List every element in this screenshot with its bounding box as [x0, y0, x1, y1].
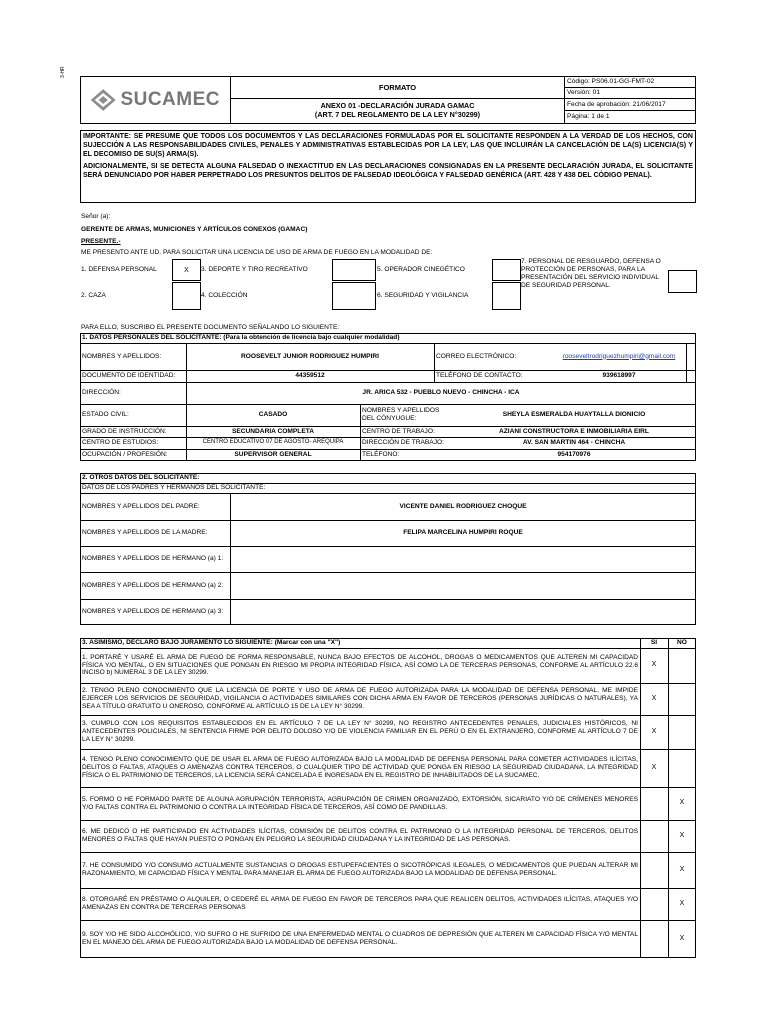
- declaration-1-text: 1. PORTARÉ Y USARÉ EL ARMA DE FUEGO DE FORMA RESPONSABLE, NUNCA BAJO EFECTOS DE ALCOHOL, DROGAS O MEDICAMENTOS QUE ALTEREN MI CAPACIDAD FÍSICA Y/O MENTAL, O EN SITUACIONES QUE PONGAN EN RIESGO MI PROPIA INTEGRIDAD FÍSICA, ASÍ COMO LA DE TERCERAS PERSONAS, CONFORME AL ARTÍCULO 22.6 INCISO b) NUMERAL 3 DE LA LEY 30299.: [82, 653, 638, 677]
- section3-title: 3. ASIMISMO, DECLARO BAJO JURAMENTO LO SIGUIENTE: (Marcar con una "X"): [82, 639, 341, 647]
- modalidad-3-label: 3. DEPORTE Y TIRO RECREATIVO: [201, 266, 308, 273]
- declaration-5-si[interactable]: [640, 787, 668, 820]
- section1-title: 1. DATOS PERSONALES DEL SOLICITANTE: (Para la obtención de licencia bajo cualquier modalidad): [82, 334, 400, 342]
- modalidad-6-checkbox[interactable]: [492, 282, 521, 310]
- declaration-9-no[interactable]: X: [679, 934, 685, 942]
- sucamec-logo: [90, 84, 220, 116]
- section2-title: 2. OTROS DATOS DEL SOLICITANTE:: [82, 474, 200, 482]
- modalidad-2-label: 2. CAZA: [81, 292, 106, 299]
- tel-contacto-value[interactable]: 939618997: [602, 372, 636, 380]
- pagina-text: Página: 1 de 1: [567, 113, 610, 121]
- doc-value[interactable]: 44359512: [295, 372, 325, 380]
- modalidad-1-mark: X: [184, 266, 189, 274]
- declaration-8-no[interactable]: X: [679, 899, 685, 907]
- direccion-label: DIRECCIÓN:: [82, 389, 121, 397]
- modalidad-7-checkbox[interactable]: [668, 270, 697, 293]
- conyuge-value[interactable]: SHEYLA ESMERALDA HUAYTALLA DIONICIO: [502, 411, 646, 419]
- conyuge-label: NOMBRES Y APELLIDOS DEL CÓNYUGUE:: [362, 407, 440, 422]
- declaration-7-si[interactable]: [640, 852, 668, 888]
- modalidad-4-checkbox[interactable]: [332, 282, 376, 310]
- hermano2-label: NOMBRES Y APELLIDOS DE HERMANO (a) 2:: [82, 581, 224, 589]
- si-header: SI: [650, 639, 658, 647]
- modalidad-1-label: 1. DEFENSA PERSONAL: [81, 266, 157, 273]
- declaration-9-text: 9. SOY Y/O HE SIDO ALCOHÓLICO, Y/O SUFRO O HE SUFRIDO DE UNA ENFERMEDAD MENTAL O CUADROS DE DEPRESIÓN QUE ALTEREN MI CAPACIDAD FÍSICA Y/O MENTAL EN EL MANEJO DEL ARMA DE FUEGO AUTORIZADA BAJO LA MODALIDAD DE DEFENSA PERSONAL.: [82, 931, 638, 946]
- modalidad-1-checkbox[interactable]: [172, 259, 201, 281]
- declaration-4-no[interactable]: [668, 749, 696, 787]
- telefono-value[interactable]: 954170976: [557, 451, 591, 459]
- declaration-3-si[interactable]: X: [651, 727, 657, 735]
- section2-subtitle: DATOS DE LOS PADRES Y HERMANOS DEL SOLICITANTE:: [82, 484, 266, 492]
- ocupacion-value[interactable]: SUPERVISOR GENERAL: [234, 451, 312, 459]
- version-text: Versión: 01: [567, 89, 600, 97]
- centro-trabajo-value[interactable]: AZIANI CONSTRUCTORA E INMOBILIARIA EIRL: [499, 427, 649, 435]
- fecha-text: Fecha de aprobación: 21/06/2017: [567, 100, 666, 108]
- dir-trabajo-value[interactable]: AV. SAN MARTIN 464 - CHINCHA: [522, 439, 626, 447]
- para-ello-text: PARA ELLO, SUSCRIBO EL PRESENTE DOCUMENTO SEÑALANDO LO SIGUIENTE:: [81, 324, 340, 331]
- notice-paragraph-2: ADICIONALMENTE, SI SE DETECTA ALGUNA FALSEDAD O INEXACTITUD EN LAS DECLARACIONES CONSIGNADAS EN LA PRESENTE DECLARACIÓN JURADA, EL SOLICITANTE SERÁ DENUNCIADO POR HABER PERPETRADO LOS PRESUNTOS DELITOS DE FALSEDAD IDEOLÓGICA Y FALSEDAD GENÉRICA (ART. 428 Y 438 DEL CÓDIGO PENAL).: [83, 163, 693, 179]
- form-title-line2: (ART. 7 DEL REGLAMENTO DE LA LEY N°30299): [314, 110, 481, 119]
- senor-label: Señor (a):: [81, 213, 111, 220]
- hermano1-label: NOMBRES Y APELLIDOS DE HERMANO (a) 1:: [82, 555, 224, 563]
- declaration-7-text: 7. HE CONSUMIDO Y/O CONSUMO ACTUALMENTE SUSTANCIAS O DROGAS ESTUPEFACIENTES O SICOTRÓPICAS ILEGALES, O MEDICAMENTOS QUE PUEDAN ALTERAR MI RAZONAMIENTO, MI CAPACIDAD FÍSICA Y MENTAL PARA MANEJAR EL ARMA DE FUEGO AUTORIZADA BAJO LA MODALIDAD DE DEFENSA PERSONAL.: [82, 862, 638, 877]
- declaration-7-no[interactable]: X: [679, 865, 685, 873]
- telefono-label: TELÉFONO:: [362, 451, 400, 459]
- modalidad-6-label: 6. SEGURIDAD Y VIGILANCIA: [377, 292, 469, 299]
- declaration-8-text: 8. OTORGARÉ EN PRÉSTAMO O ALQUILER, O CEDERÉ EL ARMA DE FUEGO EN FAVOR DE TERCEROS PARA QUE REALICEN DELITOS, ACTIVIDADES ILÍCITAS, ATAQUES Y/O AMENAZAS EN CONTRA DE TERCERAS PERSONAS: [82, 896, 638, 911]
- hermano2-value[interactable]: [230, 572, 696, 599]
- declaration-9-si[interactable]: [640, 920, 668, 958]
- notice-paragraph-1: IMPORTANTE: SE PRESUME QUE TODOS LOS DOCUMENTOS Y LAS DECLARACIONES FORMULADAS POR EL SOLICITANTE RESPONDEN A LA VERDAD DE LOS HECHOS, CON SUJECCIÓN A LAS RESPONSABILIDADES CIVILES, PENALES Y ADMINISTRATIVAS ESTABLECIDAS POR LA LEY, LAS QUE INCLUIRÁN LA CANCELACIÓN DE LA(S) LICENCIA(S) Y EL DECOMISO DE SU(S) ARMA(S).: [83, 133, 693, 158]
- nombres-value[interactable]: ROOSEVELT JUNIOR RODRIGUEZ HUMPIRI: [241, 352, 379, 360]
- grado-value[interactable]: SECUNDARIA COMPLETA: [231, 427, 315, 435]
- modalidad-2-checkbox[interactable]: [172, 282, 201, 310]
- declaration-2-text: 2. TENGO PLENO CONOCIMIENTO QUE LA LICENCIA DE PORTE Y USO DE ARMA DE FUEGO AUTORIZADA PARA LA MODALIDAD DE DEFENSA PERSONAL, ME IMPIDE EJERCER LOS SERVICIOS DE SEGURIDAD, VIGILANCIA O ACTIVIDADES SIMILARES CON DICHA ARMA EN FAVOR DE TERCEROS (PERSONAS JURÍDICAS O NATURALES), YA SEA A TÍTULO GRATUITO U ONEROSO, CONFORME AL ARTÍCULO 15 DE LA LEY N° 30299.: [82, 687, 638, 710]
- estado-label: ESTADO CIVIL:: [82, 411, 129, 419]
- grado-label: GRADO DE INSTRUCCIÓN:: [82, 427, 167, 435]
- declaration-6-no[interactable]: X: [679, 831, 685, 839]
- sucamec-emblem-icon: [90, 85, 116, 115]
- modalidad-3-checkbox[interactable]: [332, 259, 376, 281]
- form-title-line1: ANEXO 01 -DECLARACIÓN JURADA GAMAC: [320, 101, 475, 110]
- presente-label: PRESENTE.-: [81, 238, 121, 245]
- doc-label: DOCUMENTO DE IDENTIDAD:: [82, 372, 176, 380]
- padre-label: NOMBRES Y APELLIDOS DEL PADRE:: [82, 502, 200, 510]
- modalidad-5-label: 5. OPERADOR CINEGÉTICO: [377, 266, 465, 273]
- declaration-4-text: 4. TENGO PLENO CONOCIMIENTO QUE DE USAR EL ARMA DE FUEGO AUTORIZADA BAJO LA MODALIDAD DE DEFENSA PERSONAL PARA COMETER ACTIVIDADES ILÍCITAS, DELITOS O FALTAS, ATAQUES O AMENAZAS CONTRA TERCEROS, O CUALQUIER TIPO DE ACTIVIDAD QUE PONGA EN RIESGO LA SEGURIDAD CIUDADANA, LA INTEGRIDAD FÍSICA O EL PATRIMONIO DE TERCEROS, LA LICENCIA SERÁ CANCELADA E INGRESADA EN EL REGISTRO DE INHABILITADOS DE LA SUCAMEC.: [82, 756, 638, 779]
- declaration-3-no[interactable]: [668, 715, 696, 749]
- ocupacion-label: OCUPACIÓN / PROFESIÓN:: [82, 451, 168, 459]
- centro-trabajo-label: CENTRO DE TRABAJO:: [362, 427, 435, 435]
- correo-value[interactable]: rooseveltrodriguezhumpiri@gmail.com: [562, 352, 676, 360]
- modalidad-5-checkbox[interactable]: [492, 259, 521, 281]
- formato-label: FORMATO: [378, 83, 417, 92]
- no-header: NO: [677, 639, 687, 647]
- logo-text: SUCAMEC: [120, 89, 220, 110]
- side-code: 3-HR: [60, 66, 66, 78]
- me-presento-text: ME PRESENTO ANTE UD. PARA SOLICITAR UNA LICENCIA DE USO DE ARMA DE FUEGO EN LA MODALIDAD DE:: [81, 249, 433, 256]
- declaration-4-si[interactable]: X: [651, 763, 657, 771]
- declaration-3-text: 3. CUMPLO CON LOS REQUISITOS ESTABLECIDOS EN EL ARTÍCULO 7 DE LA LEY N° 30299, NO REGISTRO ANTECEDENTES PENALES, JUDICIALES HISTÓRICOS, NI ANTECEDENTES POLICIALES, NI SENTENCIA FIRME POR DELITO DOLOSO Y/O DE VIOLENCIA FAMILIAR EN EL PERÚ O EN EL EXTRANJERO, CONFORME AL ARTÍCULO 7 DE LA LEY N° 30299.: [82, 720, 638, 743]
- declaration-6-si[interactable]: [640, 820, 668, 852]
- madre-label: NOMBRES Y APELLIDOS DE LA MADRE:: [82, 529, 208, 537]
- correo-label: CORREO ELECTRÓNICO:: [436, 352, 517, 360]
- hermano3-value[interactable]: [230, 599, 696, 625]
- codigo-text: Código: PS06.01-GG-FMT-02: [567, 78, 655, 86]
- estado-value[interactable]: CASADO: [258, 411, 288, 419]
- dir-trabajo-label: DIRECCIÓN DE TRABAJO:: [362, 439, 444, 447]
- declaration-5-text: 5. FORMO O HE FORMADO PARTE DE ALGUNA AGRUPACIÓN TERRORISTA, AGRUPACIÓN DE CRIMEN ORGANIZADO, EXTORSIÓN, SICARIATO Y/O DE CRÍMENES MENORES Y/O FALTAS CONTRA EL PATRIMONIO O CONTRA LA INTEGRIDAD FÍSICA DE TERCEROS, ASÍ COMO DE PANDILLAS.: [82, 795, 638, 811]
- tel-contacto-label: TELÉFONO DE CONTACTO:: [436, 372, 523, 380]
- centro-estudios-value[interactable]: CENTRO EDUCATIVO 07 DE AGOSTO- AREQUIPA: [202, 439, 344, 446]
- declaration-8-si[interactable]: [640, 888, 668, 920]
- hermano1-value[interactable]: [230, 546, 696, 572]
- declaration-2-si[interactable]: X: [651, 694, 657, 702]
- declaration-2-no[interactable]: [668, 683, 696, 715]
- nombres-label: NOMBRES Y APELLIDOS:: [82, 352, 162, 360]
- declaration-6-text: 6. ME DEDICO O HE PARTICIPADO EN ACTIVIDADES ILÍCITAS, COMISIÓN DE DELITOS CONTRA EL PATRIMONIO O LA INTEGRIDAD PERSONAL DE TERCEROS, DELITOS MENORES O FALTAS QUE HAYAN PUESTO O PONGAN EN PELIGRO LA SEGURIDAD CIUDADANA Y LA INTEGRIDAD DE LAS PERSONAS.: [82, 828, 638, 843]
- modalidad-7-label: 7. PERSONAL DE RESGUARDO, DEFENSA O PROTECCIÓN DE PERSONAS, PARA LA PRESENTACIÓN DEL SERVICIO INDIVIDUAL DE SEGURIDAD PERSONAL.: [521, 258, 661, 289]
- declaration-5-no[interactable]: X: [679, 799, 685, 807]
- centro-estudios-label: CENTRO DE ESTUDIOS:: [82, 439, 159, 447]
- padre-value[interactable]: VICENTE DANIEL RODRIGUEZ CHOQUE: [399, 502, 527, 510]
- gerente-label: GERENTE DE ARMAS, MUNICIONES Y ARTÍCULOS CONEXOS (GAMAC): [81, 226, 308, 233]
- hermano3-label: NOMBRES Y APELLIDOS DE HERMANO (a) 3:: [82, 608, 224, 616]
- modalidad-4-label: 4. COLECCIÓN: [201, 292, 248, 299]
- direccion-value[interactable]: JR. ARICA 532 - PUEBLO NUEVO - CHINCHA - ICA: [362, 389, 520, 397]
- notice-box: [80, 130, 696, 203]
- madre-value[interactable]: FELIPA MARCELINA HUMPIRI ROQUE: [403, 529, 523, 537]
- declaration-1-si[interactable]: X: [651, 661, 657, 669]
- declaration-1-no[interactable]: [668, 648, 696, 683]
